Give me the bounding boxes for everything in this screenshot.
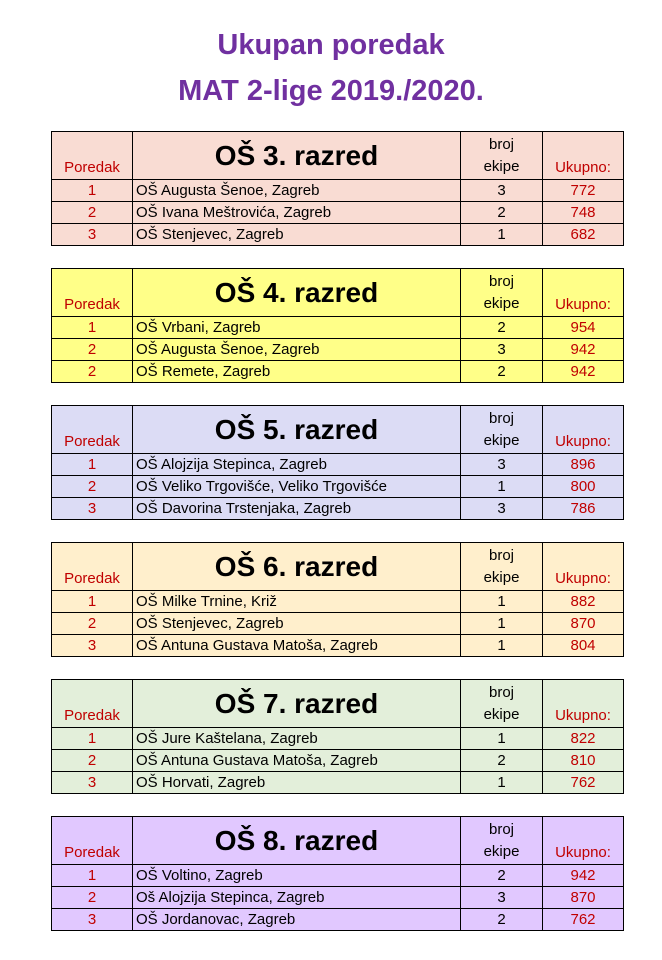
teams-cell: 3 [461,339,543,361]
razred-header: OŠ 3. razred [133,132,461,180]
rank-cell: 3 [52,909,133,931]
table-row [52,317,624,339]
teams-cell: 3 [461,498,543,520]
table-row [52,224,624,246]
rank-cell: 2 [52,361,133,383]
total-cell: 682 [543,224,624,246]
ranking-table-5-razred [51,405,624,520]
total-cell: 810 [543,750,624,772]
table-row [52,887,624,909]
table-row [52,591,624,613]
total-cell: 942 [543,339,624,361]
school-cell: OŠ Augusta Šenoe, Zagreb [133,339,461,361]
broj-ekipe-header [461,269,543,317]
total-cell: 942 [543,361,624,383]
school-cell: OŠ Stenjevec, Zagreb [133,224,461,246]
school-cell: OŠ Vrbani, Zagreb [133,317,461,339]
ukupno-header [543,680,624,728]
ukupno-header [543,543,624,591]
ekipe-label: ekipe [483,157,520,175]
school-cell: OŠ Augusta Šenoe, Zagreb [133,180,461,202]
ekipe-label: ekipe [483,705,520,723]
page-subtitle: MAT 2-lige 2019./2020. [178,75,484,107]
table-row [52,750,624,772]
ukupno-label: Ukupno: [555,707,611,724]
total-cell: 954 [543,317,624,339]
total-cell: 772 [543,180,624,202]
total-cell: 882 [543,591,624,613]
poredak-header: Poredak [52,269,133,317]
school-cell: OŠ Remete, Zagreb [133,361,461,383]
razred-header: OŠ 7. razred [133,680,461,728]
poredak-header: Poredak [52,817,133,865]
rank-cell: 1 [52,591,133,613]
table-row [52,476,624,498]
rank-cell: 1 [52,865,133,887]
teams-cell: 2 [461,361,543,383]
ranking-table-6-razred [51,542,624,657]
total-cell: 800 [543,476,624,498]
school-cell: OŠ Horvati, Zagreb [133,772,461,794]
broj-label: broj [488,272,514,290]
rank-cell: 2 [52,750,133,772]
school-cell: OŠ Voltino, Zagreb [133,865,461,887]
teams-cell: 1 [461,728,543,750]
table-header-row [52,543,624,591]
rank-cell: 1 [52,454,133,476]
poredak-header: Poredak [52,406,133,454]
table-header-row [52,680,624,728]
broj-ekipe-header [461,406,543,454]
table-row [52,339,624,361]
rank-cell: 2 [52,339,133,361]
table-row [52,728,624,750]
table-row [52,202,624,224]
ukupno-header [543,406,624,454]
total-cell: 822 [543,728,624,750]
broj-label: broj [488,820,514,838]
teams-cell: 3 [461,180,543,202]
teams-cell: 1 [461,613,543,635]
teams-cell: 2 [461,909,543,931]
rank-cell: 3 [52,635,133,657]
broj-ekipe-header [461,680,543,728]
broj-label: broj [488,409,514,427]
rank-cell: 1 [52,180,133,202]
broj-ekipe-header [461,543,543,591]
teams-cell: 1 [461,476,543,498]
ranking-table-8-razred [51,816,624,931]
total-cell: 762 [543,772,624,794]
ukupno-label: Ukupno: [555,570,611,587]
razred-header: OŠ 6. razred [133,543,461,591]
ekipe-label: ekipe [483,431,520,449]
school-cell: OŠ Jordanovac, Zagreb [133,909,461,931]
ukupno-label: Ukupno: [555,296,611,313]
school-cell: OŠ Stenjevec, Zagreb [133,613,461,635]
broj-ekipe-header [461,817,543,865]
rank-cell: 2 [52,613,133,635]
teams-cell: 1 [461,635,543,657]
table-row [52,635,624,657]
rank-cell: 3 [52,224,133,246]
rank-cell: 3 [52,772,133,794]
table-header-row [52,132,624,180]
rank-cell: 1 [52,728,133,750]
school-cell: OŠ Antuna Gustava Matoša, Zagreb [133,750,461,772]
teams-cell: 2 [461,865,543,887]
school-cell: OŠ Ivana Meštrovića, Zagreb [133,202,461,224]
table-row [52,772,624,794]
rank-cell: 3 [52,498,133,520]
ukupno-label: Ukupno: [555,844,611,861]
table-row [52,909,624,931]
rank-cell: 1 [52,317,133,339]
teams-cell: 2 [461,750,543,772]
total-cell: 804 [543,635,624,657]
school-cell: OŠ Milke Trnine, Križ [133,591,461,613]
ukupno-header [543,817,624,865]
teams-cell: 2 [461,317,543,339]
table-header-row [52,269,624,317]
school-cell: OŠ Davorina Trstenjaka, Zagreb [133,498,461,520]
table-row [52,865,624,887]
broj-label: broj [488,135,514,153]
table-row [52,498,624,520]
total-cell: 762 [543,909,624,931]
broj-label: broj [488,683,514,701]
razred-header: OŠ 5. razred [133,406,461,454]
total-cell: 870 [543,887,624,909]
teams-cell: 2 [461,202,543,224]
school-cell: OŠ Veliko Trgovišće, Veliko Trgovišće [133,476,461,498]
ranking-table-4-razred [51,268,624,383]
poredak-header: Poredak [52,680,133,728]
rank-cell: 2 [52,476,133,498]
total-cell: 896 [543,454,624,476]
teams-cell: 1 [461,591,543,613]
total-cell: 748 [543,202,624,224]
total-cell: 786 [543,498,624,520]
ranking-table-3-razred [51,131,624,246]
table-row [52,613,624,635]
teams-cell: 3 [461,887,543,909]
poredak-header: Poredak [52,132,133,180]
school-cell: OŠ Jure Kaštelana, Zagreb [133,728,461,750]
ukupno-label: Ukupno: [555,433,611,450]
ukupno-header [543,269,624,317]
ekipe-label: ekipe [483,294,520,312]
table-row [52,180,624,202]
ekipe-label: ekipe [483,842,520,860]
table-header-row [52,817,624,865]
school-cell: Oš Alojzija Stepinca, Zagreb [133,887,461,909]
total-cell: 870 [543,613,624,635]
table-row [52,454,624,476]
ranking-table-7-razred [51,679,624,794]
page-title: Ukupan poredak [217,29,445,61]
broj-ekipe-header [461,132,543,180]
poredak-header: Poredak [52,543,133,591]
school-cell: OŠ Alojzija Stepinca, Zagreb [133,454,461,476]
table-row [52,361,624,383]
teams-cell: 1 [461,772,543,794]
broj-label: broj [488,546,514,564]
rank-cell: 2 [52,202,133,224]
ukupno-header: Ukupno: [543,132,624,180]
school-cell: OŠ Antuna Gustava Matoša, Zagreb [133,635,461,657]
teams-cell: 1 [461,224,543,246]
teams-cell: 3 [461,454,543,476]
rank-cell: 2 [52,887,133,909]
razred-header: OŠ 8. razred [133,817,461,865]
total-cell: 942 [543,865,624,887]
table-header-row [52,406,624,454]
razred-header: OŠ 4. razred [133,269,461,317]
ekipe-label: ekipe [483,568,520,586]
